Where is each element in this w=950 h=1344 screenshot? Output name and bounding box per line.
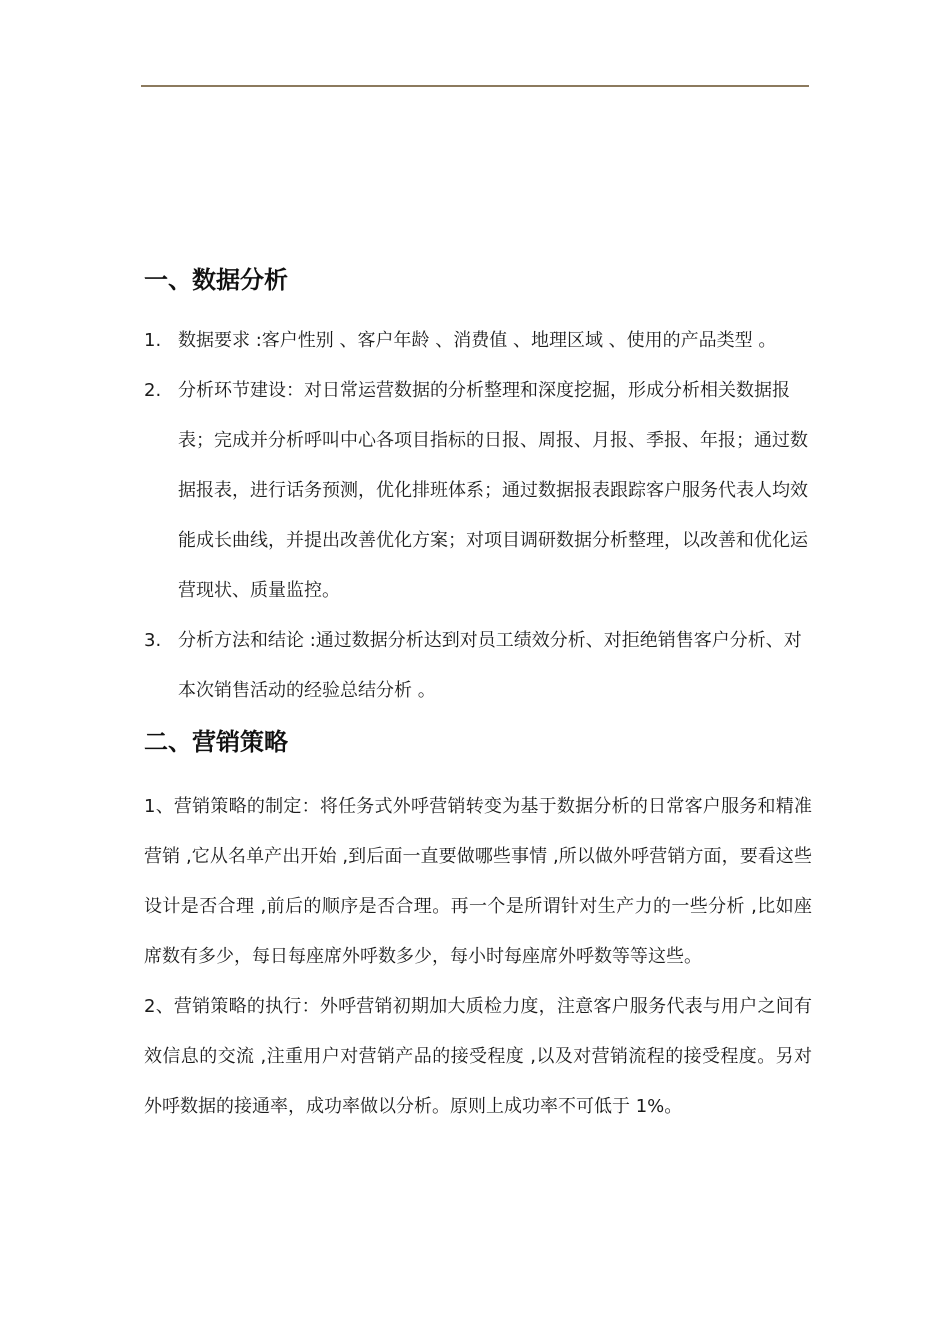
- list-item-text: 分析方法和结论 :通过数据分析达到对员工绩效分析、对拒绝销售客户分析、对本次销售活动的经验总结分析 。: [178, 630, 802, 701]
- list-item: [144, 616, 812, 716]
- list-item-text: 分析环节建设：对日常运营数据的分析整理和深度挖掘，形成分析相关数据报表；完成并分析呼叫中心各项目指标的日报、周报、月报、季报、年报；通过数据报表，进行话务预测，优化排班体系；通过数据报表跟踪客户服务代表人均效能成长曲线，并提出改善优化方案；对项目调研数据分析整理，以改善和优化运营现状、质量监控。: [178, 380, 808, 601]
- data-analysis-list: [144, 316, 812, 716]
- section-heading-data-analysis: 一、数据分析: [144, 266, 288, 294]
- list-item: [144, 316, 812, 366]
- list-item-number: 3.: [144, 630, 162, 651]
- list-item-text: 数据要求 :客户性别 、客户年龄 、消费值 、地理区域 、使用的产品类型 。: [178, 330, 777, 351]
- header-rule: [141, 85, 809, 87]
- list-item-number: 1.: [144, 330, 162, 351]
- list-item: [144, 366, 812, 616]
- strategy-paragraph-execution: 2、营销策略的执行：外呼营销初期加大质检力度，注意客户服务代表与用户之间有效信息的交流 ,注重用户对营销产品的接受程度 ,以及对营销流程的接受程度。另对外呼数据的接通率，成功率做以分析。原则上成功率不可低于 1%。: [144, 996, 812, 1117]
- section-heading-marketing-strategy: 二、营销策略: [144, 728, 288, 756]
- list-item-number: 2.: [144, 380, 162, 401]
- document-body: [144, 260, 812, 1132]
- strategy-paragraph-formulation: 1、营销策略的制定：将任务式外呼营销转变为基于数据分析的日常客户服务和精准营销 ,它从名单产出开始 ,到后面一直要做哪些事情 ,所以做外呼营销方面，要看这些设计是否合理 ,前后的顺序是否合理。再一个是所谓针对生产力的一些分析 ,比如座席数有多少，每日每座席外呼数多少，每小时每座席外呼数等等这些。: [144, 796, 812, 967]
